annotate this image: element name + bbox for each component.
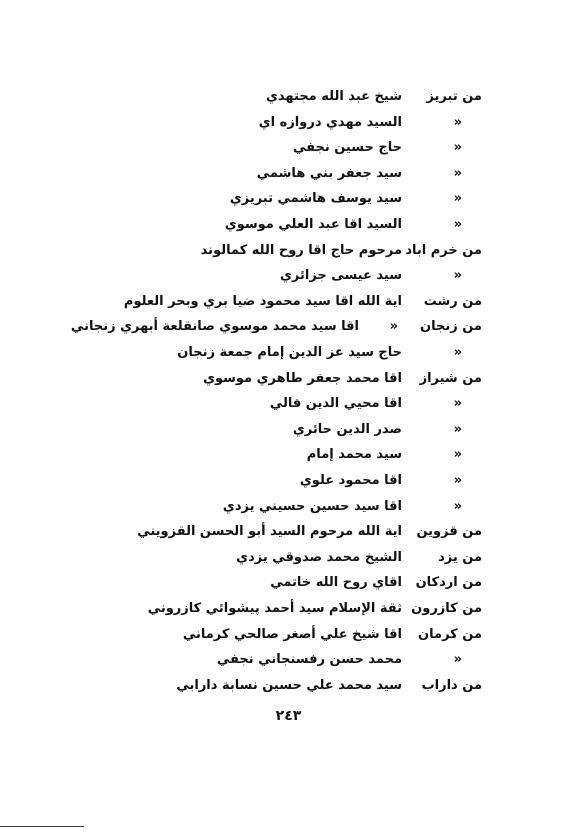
entry-row [20,217,482,243]
person-name: اقا محمد جعفر طاهري موسوي [203,370,402,386]
entry-row [20,166,482,192]
place-label: من تبريز [426,89,482,104]
ditto-mark: « [453,191,462,207]
person-name: اقا سيد محمد موسوي صانقلعة أبهري زنجاني [70,319,359,335]
ditto-mark: « [453,165,462,181]
ditto-mark: « [453,345,462,360]
entry-row [20,524,482,550]
person-name: اية الله اقا سيد محمود ضيا بري وبحر العلوم [123,293,402,309]
person-name: صدر الدين حائري [292,421,402,437]
person-name: سيد محمد علي حسين نسابة دارابي [176,677,402,693]
ditto-mark: « [453,217,462,232]
person-name: السيد مهدي دروازه اي [258,114,402,130]
place-label: من اردكان [415,575,482,591]
entry-row [20,601,482,627]
entry-row [20,268,482,294]
entry-row [20,319,482,345]
entry-row [20,678,482,704]
ditto-mark: « [453,447,462,463]
ditto-mark: « [453,652,462,668]
person-name: اقا محيي الدين فالي [269,396,402,412]
place-label: من شيراز [419,370,482,386]
ditto-mark: « [453,473,462,488]
person-name: ثقة الإسلام سيد أحمد پيشوائي كازروني [147,601,402,616]
entry-row [20,345,482,371]
place-label: من كرمان [418,626,482,642]
entry-row [20,550,482,576]
place-label: من يزد [438,549,482,565]
place-label: من زنجان [420,319,482,335]
entry-row [20,652,482,678]
ditto-mark: « [453,396,462,412]
place-label: من خرم اباد [405,242,482,258]
ditto-mark: « [453,498,462,514]
entry-row [20,396,482,422]
entry-row [20,294,482,320]
person-name: سيد يوسف هاشمي تبريزي [229,191,402,207]
ditto-mark: « [453,421,462,437]
entry-row [20,371,482,397]
ditto-mark: « [389,319,398,335]
entry-row [20,627,482,653]
entry-row [20,89,482,115]
person-name: اقا محمود علوي [299,473,402,488]
person-name: السيد اقا عبد العلي موسوي [224,217,402,232]
person-name: اقا شيخ علي أصغر صالحي كرماني [182,626,402,642]
entry-row [20,140,482,166]
person-name: سيد جعفر بني هاشمي [256,165,402,181]
page-number: ٢٤٣ [275,708,302,724]
ditto-mark: « [453,114,462,130]
ditto-mark: « [453,268,462,284]
place-label: من قزوين [416,524,482,540]
person-name: سيد محمد إمام [306,447,402,463]
entry-row [20,499,482,525]
person-name: مرحوم حاج اقا روح الله كمالوند [200,242,402,258]
entry-row [20,191,482,217]
person-name: الشيخ محمد صدوقي يزدي [236,549,402,565]
person-name: محمد حسن رفسنجاني نجفي [216,652,402,668]
entry-row [20,115,482,141]
entry-row [20,473,482,499]
place-label: من كازرون [411,601,482,616]
entry-row [20,447,482,473]
ditto-mark: « [453,140,462,156]
bottom-rule [0,826,84,827]
entry-row [20,422,482,448]
person-name: اقا سيد حسين حسيني يزدي [222,498,402,514]
person-name: اقاي روح الله خاتمي [270,575,402,591]
person-name: سيد عيسى جزائري [279,268,402,284]
person-name: شيخ عبد الله مجتهدي [266,89,402,104]
place-label: من داراب [421,677,482,693]
entry-row [20,575,482,601]
entry-row [20,243,482,269]
person-name: حاج حسين نجفي [292,140,402,156]
person-name: حاج سيد عز الدين إمام جمعة زنجان [177,345,402,360]
person-name: اية الله مرحوم السيد أبو الحسن القزويني [137,524,402,540]
place-label: من رشت [423,293,482,309]
